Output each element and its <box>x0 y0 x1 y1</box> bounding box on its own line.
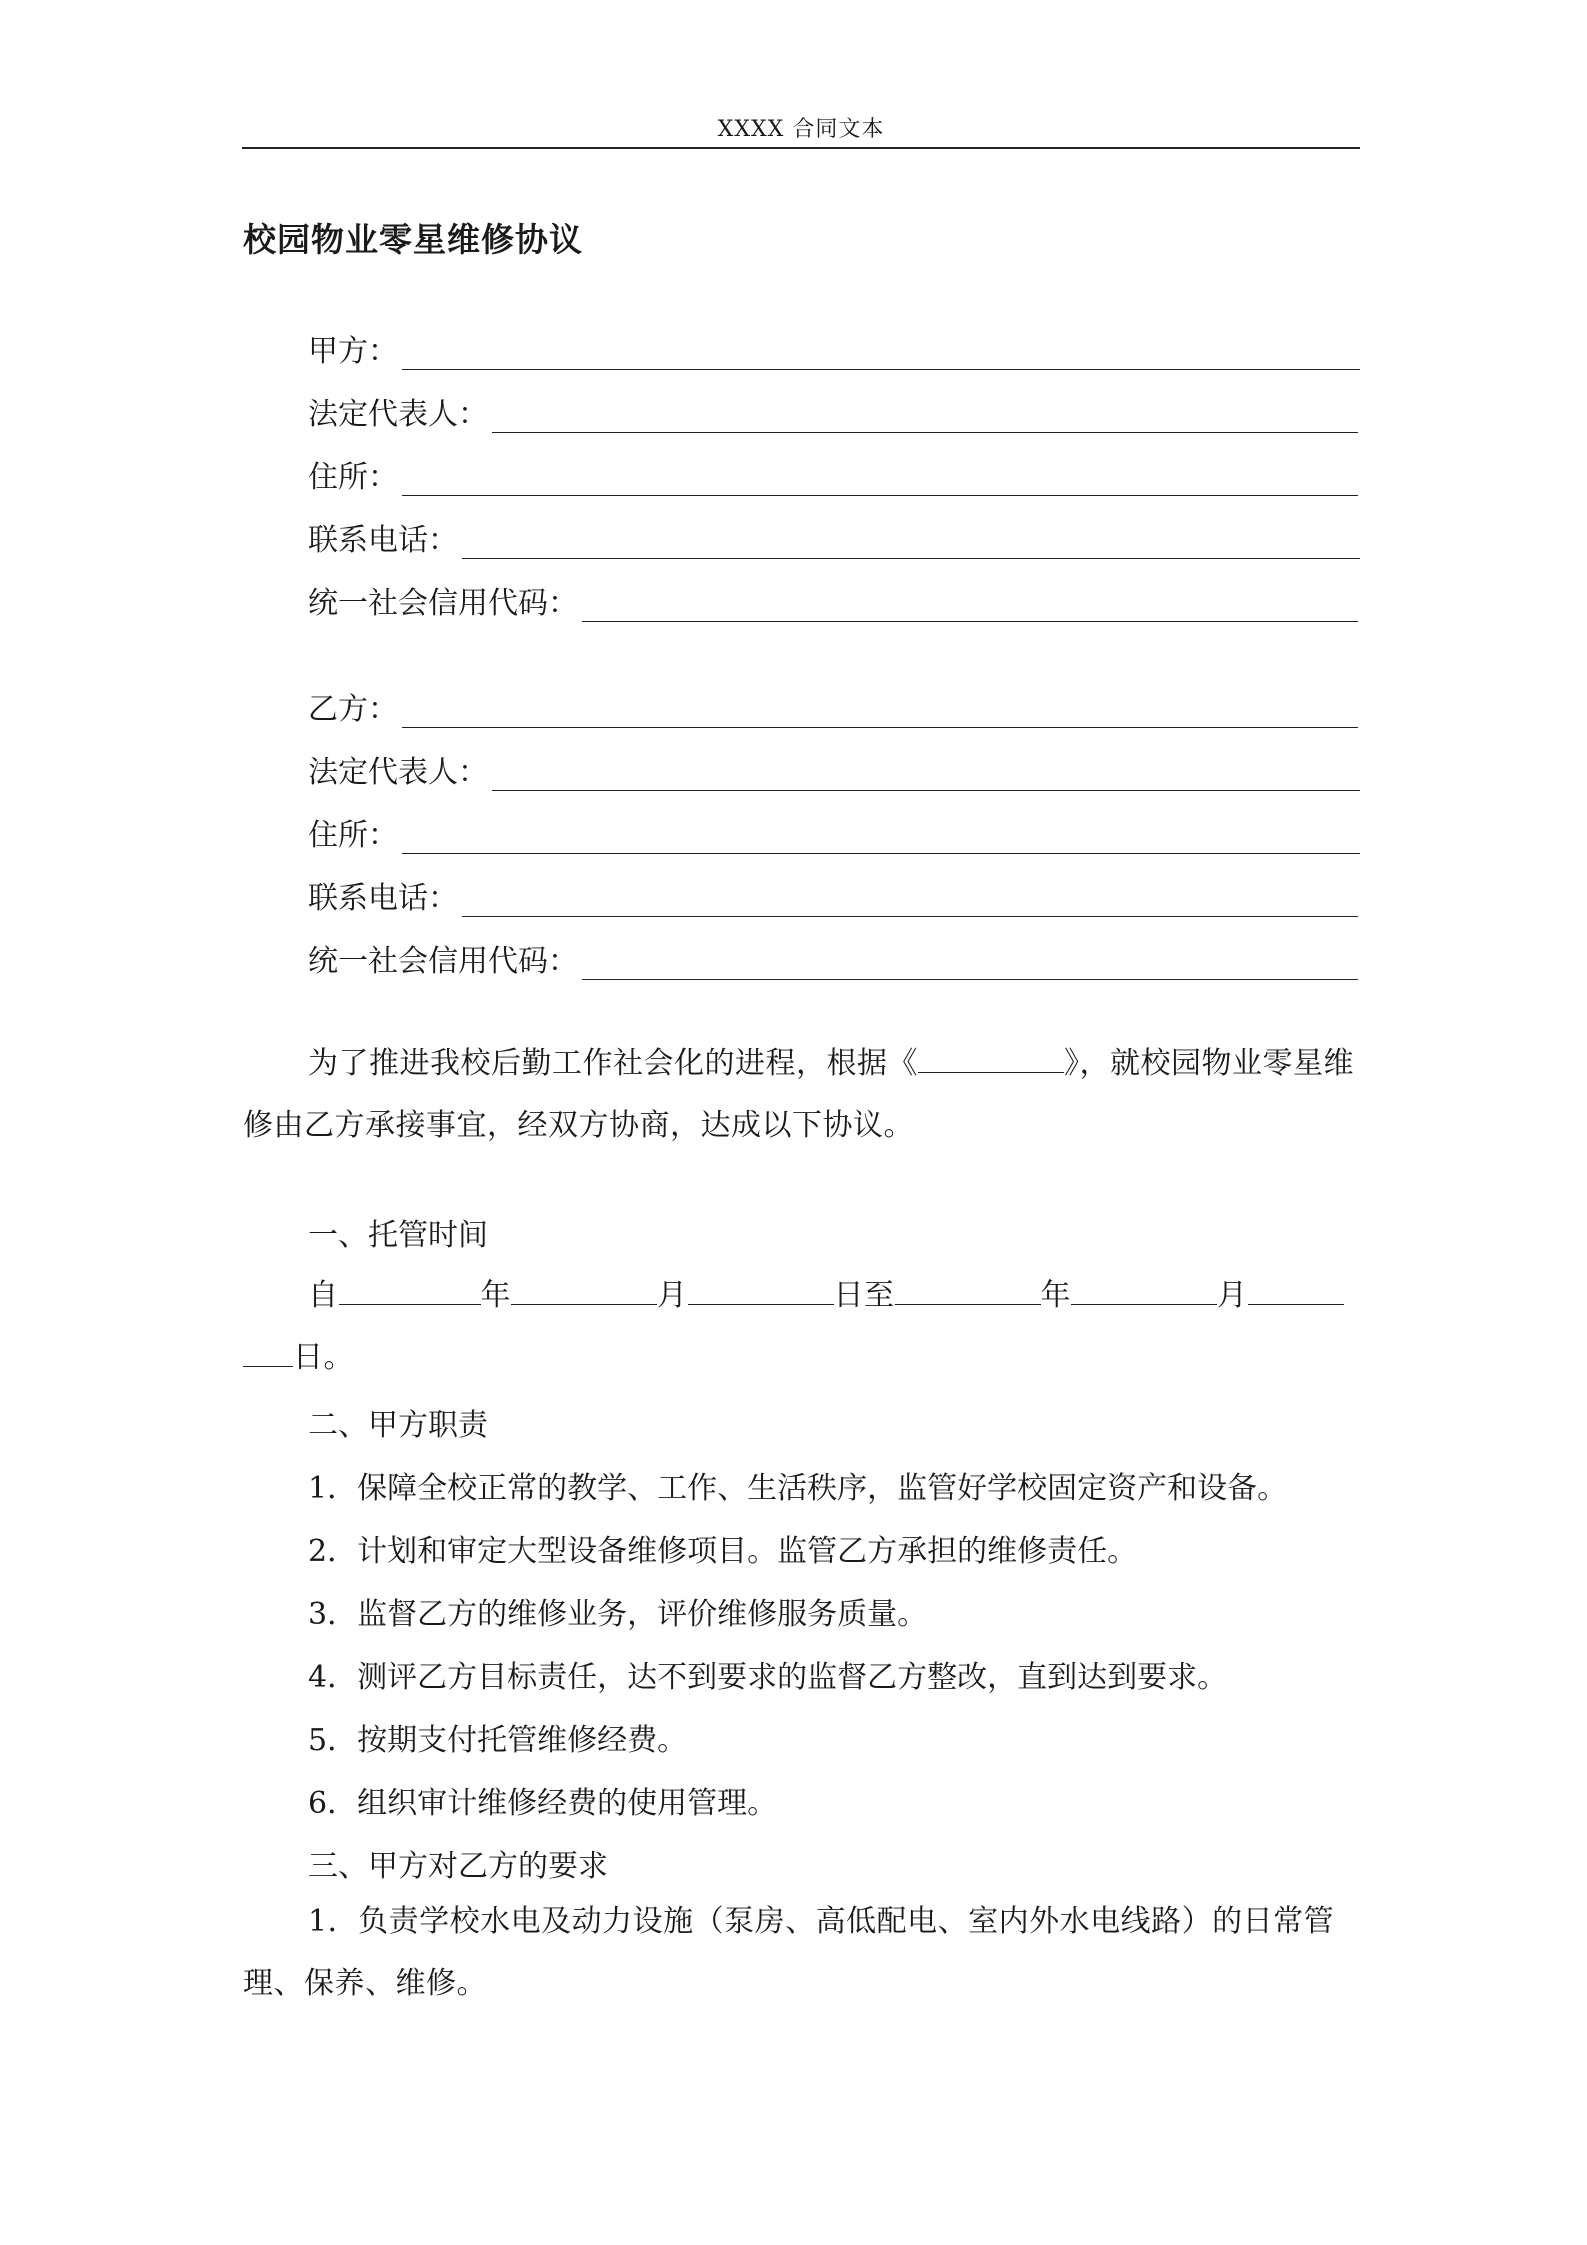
party-a-phone-label: 联系电话： <box>308 523 458 558</box>
party-b-credit-code-blank[interactable] <box>582 949 1358 980</box>
page-header: XXXX 合同文本 <box>717 117 885 142</box>
party-a-phone-blank[interactable] <box>462 528 1360 559</box>
party-b-address-label: 住所： <box>308 818 398 853</box>
header-divider <box>242 147 1360 149</box>
term-month2: 月 <box>1217 1278 1248 1313</box>
start-year-blank[interactable] <box>339 1276 481 1305</box>
party-b-phone-field[interactable] <box>308 877 1358 917</box>
party-b-credit-code-field[interactable] <box>308 940 1358 980</box>
party-b-name-field[interactable] <box>308 688 1358 728</box>
end-month-blank[interactable] <box>1071 1276 1217 1305</box>
end-year-blank[interactable] <box>895 1276 1041 1305</box>
intro-paragraph <box>243 1033 1361 1157</box>
party-a-name-label: 甲方： <box>308 334 398 369</box>
start-day-blank[interactable] <box>688 1276 834 1305</box>
party-b-name-label: 乙方： <box>308 692 398 727</box>
party-b-rep-blank[interactable] <box>492 760 1360 791</box>
party-a-address-field[interactable] <box>308 456 1358 496</box>
intro-text-part1: 为了推进我校后勤工作社会化的进程，根据《 <box>308 1046 918 1081</box>
party-b-name-blank[interactable] <box>402 697 1358 728</box>
document-title: 校园物业零星维修协议 <box>243 220 583 259</box>
term-day-to: 日至 <box>833 1278 895 1313</box>
term-day-end: 日。 <box>293 1340 354 1375</box>
party-a-address-blank[interactable] <box>402 465 1358 496</box>
party-a-credit-code-field[interactable] <box>308 582 1358 622</box>
term-dates-paragraph <box>243 1265 1361 1389</box>
party-a-credit-code-blank[interactable] <box>582 591 1358 622</box>
list-item: 4．测评乙方目标责任，达不到要求的监督乙方整改，直到达到要求。 <box>308 1660 1228 1695</box>
end-day-blank-part2[interactable] <box>243 1338 293 1367</box>
party-b-address-field[interactable] <box>308 814 1360 854</box>
section1-heading: 一、托管时间 <box>308 1218 488 1253</box>
section2-heading: 二、甲方职责 <box>308 1408 488 1443</box>
term-year: 年 <box>480 1278 511 1313</box>
party-a-address-label: 住所： <box>308 460 398 495</box>
party-b-rep-label: 法定代表人： <box>308 755 488 790</box>
party-a-name-field[interactable] <box>308 330 1360 370</box>
party-a-rep-blank[interactable] <box>492 402 1358 433</box>
term-year2: 年 <box>1040 1278 1071 1313</box>
list-item: 2．计划和审定大型设备维修项目。监管乙方承担的维修责任。 <box>308 1534 1138 1569</box>
intro-text-part2: 》，就校园物业零星维修由乙方承接事宜，经双方协商，达成以下协议。 <box>243 1046 1354 1143</box>
term-from: 自 <box>308 1278 339 1313</box>
party-a-phone-field[interactable] <box>308 519 1360 559</box>
list-item: 1．保障全校正常的教学、工作、生活秩序，监管好学校固定资产和设备。 <box>308 1471 1288 1506</box>
party-b-phone-label: 联系电话： <box>308 881 458 916</box>
party-a-rep-label: 法定代表人： <box>308 397 488 432</box>
end-day-blank-part1[interactable] <box>1248 1276 1344 1305</box>
list-item: 3．监督乙方的维修业务，评价维修服务质量。 <box>308 1597 928 1632</box>
party-a-credit-code-label: 统一社会信用代码： <box>308 586 578 621</box>
party-a-name-blank[interactable] <box>402 339 1360 370</box>
section3-heading: 三、甲方对乙方的要求 <box>308 1849 608 1884</box>
party-a-rep-field[interactable] <box>308 393 1358 433</box>
party-b-address-blank[interactable] <box>402 823 1360 854</box>
party-b-rep-field[interactable] <box>308 751 1360 791</box>
basis-document-blank[interactable] <box>918 1044 1064 1073</box>
start-month-blank[interactable] <box>511 1276 657 1305</box>
term-month: 月 <box>657 1278 688 1313</box>
list-item: 6．组织审计维修经费的使用管理。 <box>308 1786 778 1821</box>
list-item: 1．负责学校水电及动力设施（泵房、高低配电、室内外水电线路）的日常管理、保养、维修。 <box>243 1904 1335 2001</box>
party-b-phone-blank[interactable] <box>462 886 1358 917</box>
party-b-credit-code-label: 统一社会信用代码： <box>308 944 578 979</box>
list-item: 5．按期支付托管维修经费。 <box>308 1723 688 1758</box>
